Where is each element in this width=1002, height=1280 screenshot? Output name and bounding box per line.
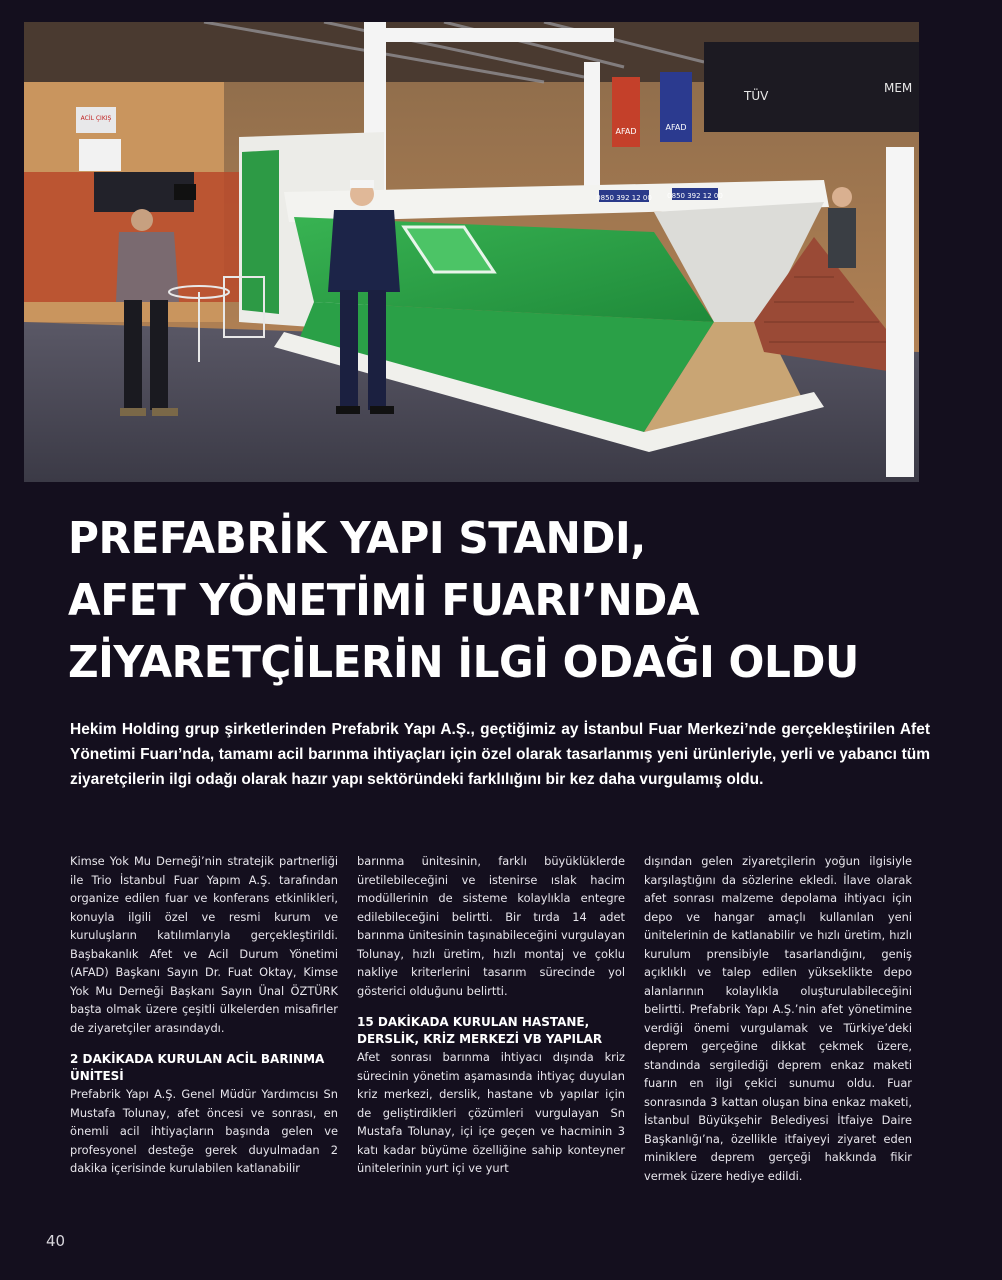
phone-sign-right: 0850 392 12 00 [667, 192, 723, 200]
article-lead: Hekim Holding grup şirketlerinden Prefabrik Yapı A.Ş., geçtiğimiz ay İstanbul Fuar Merkezi’nde gerçekleştirilen Afet Yönetimi Fuarı’nda, tamamı acil barınma ihtiyaçları için özel olarak tasarlanmış yeni ürünleriyle, yerli ve yabancı tüm ziyaretçilerin ilgi odağı olarak hazır yapı sektöründeki farklılığını bir kez daha vurgulamış oldu. [70, 721, 930, 788]
tuv-sign-text: TÜV [744, 89, 769, 103]
column-1-subheading: 2 DAKİKADA KURULAN ACİL BARINMA ÜNİTESİ [70, 1052, 325, 1083]
afad-banner-left-text: AFAD [615, 127, 637, 136]
exit-sign-text: ACİL ÇIKIŞ [80, 115, 112, 122]
column-3 [644, 852, 912, 1185]
exhibition-photo [24, 22, 919, 482]
headline-line-1: PREFABRİK YAPI STANDI, [68, 513, 646, 564]
afad-banner-left [612, 77, 640, 147]
mem-sign-text: MEM [884, 81, 913, 95]
page-number: 40 [46, 1232, 66, 1250]
headline-line-3: ZİYARETÇİLERİN İLGİ ODAĞI OLDU [68, 637, 859, 688]
afad-banner-right-text: AFAD [665, 123, 687, 132]
column-1-paragraph-2: Prefabrik Yapı A.Ş. Genel Müdür Yardımcısı Sn Mustafa Tolunay, afet öncesi ve sonrası, en önemli acil ihtiyaçların başında gelen ve profesyonel desteğe gerek duyulmadan 2 dakika içerisinde kurulabilen katlanabilir [70, 1087, 338, 1175]
exhibition-photo-drawing [24, 22, 919, 482]
column-2-paragraph-2: Afet sonrası barınma ihtiyacı dışında kriz sürecinin yönetim aşamasında ihtiyaç duyulan kriz merkezi, derslik, hastane vb yapılar için de geliştirdikleri çözümleri vurgulayan Sn Mustafa Tolunay, içi içe geçen ve hacminin 3 katı kadar büyüme özelliğine sahip konteyner ünitelerinin yurt içi ve yurt [357, 1050, 625, 1175]
column-2-paragraph-1: barınma ünitesinin, farklı büyüklüklerde üretilebileceğini ve istenirse ıslak hacim modüllerinin de sisteme kolaylıkla entegre edilebileceğini belirtti. Bir tırda 14 adet barınma ünitesinin taşınabileceğini vurgulayan Tolunay, hızlı üretim, hızlı montaj ve çoklu nakliye kriterlerini tasarım sürecinde yol gösterici olduğunu belirtti. [357, 854, 625, 998]
phone-sign-left: 0850 392 12 00 [596, 194, 652, 202]
headline-line-2: AFET YÖNETİMİ FUARI’NDA [68, 575, 700, 626]
column-3-paragraph-1: dışından gelen ziyaretçilerin yoğun ilgisiyle karşılaştığını da sözlerine ekledi. İlave olarak afet sonrası malzeme depolama ihtiyacı için depo ve hangar amaçlı kullanılan yeni ünitelerinin de katlanabilir ve hızlı üretim, hızlı kurulum prensibiyle tasarlandığını, geniş açıklıklı ve talep edilen yükseklikte depo alanlarının kolaylıkla oluşturulabileceğini belirtti. Prefabrik Yapı A.Ş.’nin afet yönetimine verdiği önemi vurgulamak ve Türkiye’deki deprem gerçeğine dikkat çekmek üzere, standında sergilediği deprem enkaz maketi fuarın en ilgi çekici sunumu oldu. Fuar sonrasında 3 kattan oluşan bina enkaz maketi, İstanbul Büyükşehir Belediyesi İtfaiye Daire Başkanlığı’na, özellikle itfaiyeyi ziyaret eden miniklere deprem gerçeği hakkında fikir vermek üzere hediye edildi. [644, 854, 912, 1183]
column-2-subheading: 15 DAKİKADA KURULAN HASTANE, DERSLİK, KRİZ MERKEZİ VB YAPILAR [357, 1015, 603, 1046]
column-1 [70, 852, 338, 1185]
column-1-paragraph-1: Kimse Yok Mu Derneği’nin stratejik partnerliği ile Trio İstanbul Fuar Yapım A.Ş. tarafından organize edilen fuar ve konferans etkinlikleri, konuyla ilgili özel ve resmi kurum ve kuruluşların katılımlarıyla gerçekleştirildi. Başbakanlık Afet ve Acil Durum Yönetimi (AFAD) Başkanı Sayın Dr. Fuat Oktay, Kimse Yok Mu Derneği Başkanı Sayın Ünal ÖZTÜRK başta olmak üzere çeşitli ülkelerden misafirler de ziyaretçiler arasındaydı. [70, 854, 338, 1035]
article-headline [68, 508, 932, 694]
column-2 [357, 852, 625, 1185]
article-columns [70, 852, 912, 1185]
